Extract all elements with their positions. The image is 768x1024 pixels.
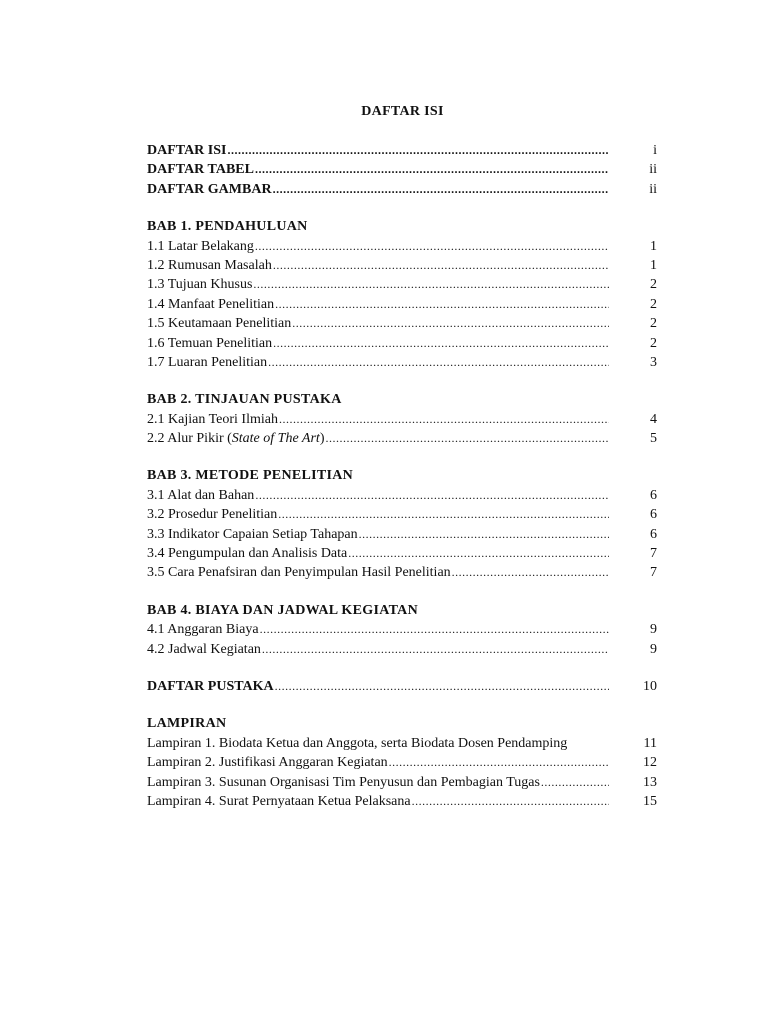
toc-entry-label: DAFTAR GAMBAR bbox=[147, 181, 272, 197]
leader-dots bbox=[278, 505, 609, 524]
toc-entry-label: 4.2 Jadwal Kegiatan bbox=[147, 641, 261, 657]
page-title: DAFTAR ISI bbox=[361, 104, 444, 119]
toc-entry-label: DAFTAR TABEL bbox=[147, 162, 254, 178]
toc-entry-page: ii bbox=[649, 162, 657, 178]
leader-dots bbox=[262, 640, 609, 659]
toc-section-bab-2 bbox=[147, 390, 657, 448]
section-heading: BAB 3. METODE PENELITIAN bbox=[147, 468, 354, 484]
toc-entry-page: 5 bbox=[650, 431, 657, 447]
toc-entry-page: 15 bbox=[643, 793, 657, 809]
leader-dots bbox=[292, 314, 609, 333]
toc-entry-label: Lampiran 4. Surat Pernyataan Ketua Pelaksana bbox=[147, 793, 411, 809]
toc-entry-label: 4.1 Anggaran Biaya bbox=[147, 622, 259, 638]
toc-entry bbox=[147, 334, 657, 353]
toc-entry bbox=[147, 792, 657, 811]
section-heading: LAMPIRAN bbox=[147, 716, 227, 732]
toc-entry-daftar-tabel bbox=[147, 160, 657, 179]
toc-entry bbox=[147, 429, 657, 448]
toc-entry-label: 3.5 Cara Penafsiran dan Penyimpulan Hasil Penelitian bbox=[147, 565, 451, 581]
label-prefix: 2.2 Alur Pikir ( bbox=[147, 431, 232, 447]
leader-dots bbox=[255, 486, 609, 505]
table-of-contents bbox=[147, 141, 657, 829]
toc-entry-page: 4 bbox=[650, 411, 657, 427]
toc-entry-label: DAFTAR ISI bbox=[147, 143, 227, 158]
toc-entry-label: 1.3 Tujuan Khusus bbox=[147, 277, 253, 293]
toc-entry-page: 6 bbox=[650, 526, 657, 542]
toc-entry-page: 2 bbox=[650, 316, 657, 332]
leader-dots bbox=[348, 544, 609, 563]
toc-entry-label: 3.1 Alat dan Bahan bbox=[147, 487, 255, 503]
leader-dots bbox=[389, 753, 609, 772]
leader-dots bbox=[412, 792, 609, 811]
toc-entry-page: 10 bbox=[643, 678, 657, 694]
toc-entry bbox=[147, 410, 657, 429]
leader-dots bbox=[268, 353, 609, 372]
toc-entry-label: Lampiran 1. Biodata Ketua dan Anggota, serta Biodata Dosen Pendamping bbox=[147, 735, 568, 751]
toc-entry-page: 2 bbox=[650, 296, 657, 312]
toc-entry-daftar-isi bbox=[147, 141, 657, 160]
leader-dots bbox=[255, 160, 609, 179]
toc-entry-label bbox=[147, 429, 324, 448]
leader-dots bbox=[227, 141, 609, 160]
toc-entry-label: 1.4 Manfaat Penelitian bbox=[147, 296, 275, 312]
leader-dots bbox=[541, 773, 609, 792]
toc-entry-label: 3.3 Indikator Capaian Setiap Tahapan bbox=[147, 526, 358, 542]
toc-entry-page: 7 bbox=[650, 565, 657, 581]
toc-entry bbox=[147, 314, 657, 333]
toc-entry-page: 9 bbox=[650, 641, 657, 657]
toc-entry-label: Lampiran 3. Susunan Organisasi Tim Penyusun dan Pembagian Tugas bbox=[147, 774, 540, 790]
leader-dots bbox=[260, 620, 609, 639]
toc-entry-page: 2 bbox=[650, 335, 657, 351]
section-heading: BAB 1. PENDAHULUAN bbox=[147, 219, 308, 235]
toc-entry bbox=[147, 275, 657, 294]
toc-entry bbox=[147, 486, 657, 505]
toc-entry bbox=[147, 295, 657, 314]
toc-entry-daftar-pustaka bbox=[147, 677, 657, 696]
toc-entry bbox=[147, 353, 657, 372]
toc-entry bbox=[147, 525, 657, 544]
leader-dots bbox=[255, 237, 609, 256]
toc-entry-page: 6 bbox=[650, 507, 657, 523]
toc-entry bbox=[147, 620, 657, 639]
toc-entry-page: 6 bbox=[650, 487, 657, 503]
toc-entry bbox=[147, 753, 657, 772]
toc-section-bab-1 bbox=[147, 217, 657, 372]
leader-dots bbox=[275, 295, 609, 314]
toc-entry bbox=[147, 563, 657, 582]
toc-entry-label: DAFTAR PUSTAKA bbox=[147, 678, 274, 694]
toc-entry-page: 2 bbox=[650, 277, 657, 293]
toc-section-bab-4 bbox=[147, 601, 657, 659]
toc-entry-label: 1.5 Keutamaan Penelitian bbox=[147, 316, 292, 332]
toc-entry bbox=[147, 256, 657, 275]
toc-entry-daftar-gambar bbox=[147, 180, 657, 199]
leader-dots bbox=[325, 429, 609, 448]
toc-entry bbox=[147, 773, 657, 792]
leader-dots bbox=[275, 677, 609, 696]
toc-entry-page: 13 bbox=[643, 774, 657, 790]
label-italic: State of The Art bbox=[231, 431, 320, 447]
toc-entry bbox=[147, 734, 657, 753]
section-heading: BAB 4. BIAYA DAN JADWAL KEGIATAN bbox=[147, 602, 418, 618]
toc-entry-page: ii bbox=[649, 181, 657, 197]
toc-section-lampiran bbox=[147, 714, 657, 811]
leader-dots bbox=[279, 410, 609, 429]
toc-entry-page: 11 bbox=[643, 735, 657, 751]
toc-entry-page: 1 bbox=[650, 257, 657, 273]
toc-section-bab-3 bbox=[147, 466, 657, 582]
toc-section-pustaka bbox=[147, 677, 657, 696]
leader-dots bbox=[253, 275, 609, 294]
leader-dots bbox=[452, 563, 609, 582]
toc-entry-page: 1 bbox=[650, 238, 657, 254]
toc-entry-label: 1.6 Temuan Penelitian bbox=[147, 335, 273, 351]
toc-entry-page: 9 bbox=[650, 622, 657, 638]
leader-dots bbox=[273, 180, 609, 199]
leader-dots bbox=[359, 525, 609, 544]
toc-entry bbox=[147, 505, 657, 524]
toc-entry-label: 3.4 Pengumpulan dan Analisis Data bbox=[147, 546, 348, 562]
section-heading: BAB 2. TINJAUAN PUSTAKA bbox=[147, 392, 342, 408]
toc-entry-label: 2.1 Kajian Teori Ilmiah bbox=[147, 411, 278, 427]
toc-entry-page: 3 bbox=[650, 354, 657, 370]
toc-entry bbox=[147, 544, 657, 563]
toc-entry-label: Lampiran 2. Justifikasi Anggaran Kegiatan bbox=[147, 755, 388, 771]
toc-entry bbox=[147, 237, 657, 256]
toc-entry bbox=[147, 640, 657, 659]
leader-dots bbox=[273, 334, 609, 353]
toc-front-matter bbox=[147, 141, 657, 199]
toc-entry-page: 12 bbox=[643, 755, 657, 771]
leader-dots bbox=[273, 256, 609, 275]
label-suffix: ) bbox=[319, 431, 325, 447]
toc-entry-page: i bbox=[653, 143, 657, 158]
toc-entry-label: 3.2 Prosedur Penelitian bbox=[147, 507, 278, 523]
toc-entry-label: 1.1 Latar Belakang bbox=[147, 238, 254, 254]
toc-entry-page: 7 bbox=[650, 546, 657, 562]
toc-entry-label: 1.7 Luaran Penelitian bbox=[147, 354, 268, 370]
toc-entry-label: 1.2 Rumusan Masalah bbox=[147, 257, 272, 273]
